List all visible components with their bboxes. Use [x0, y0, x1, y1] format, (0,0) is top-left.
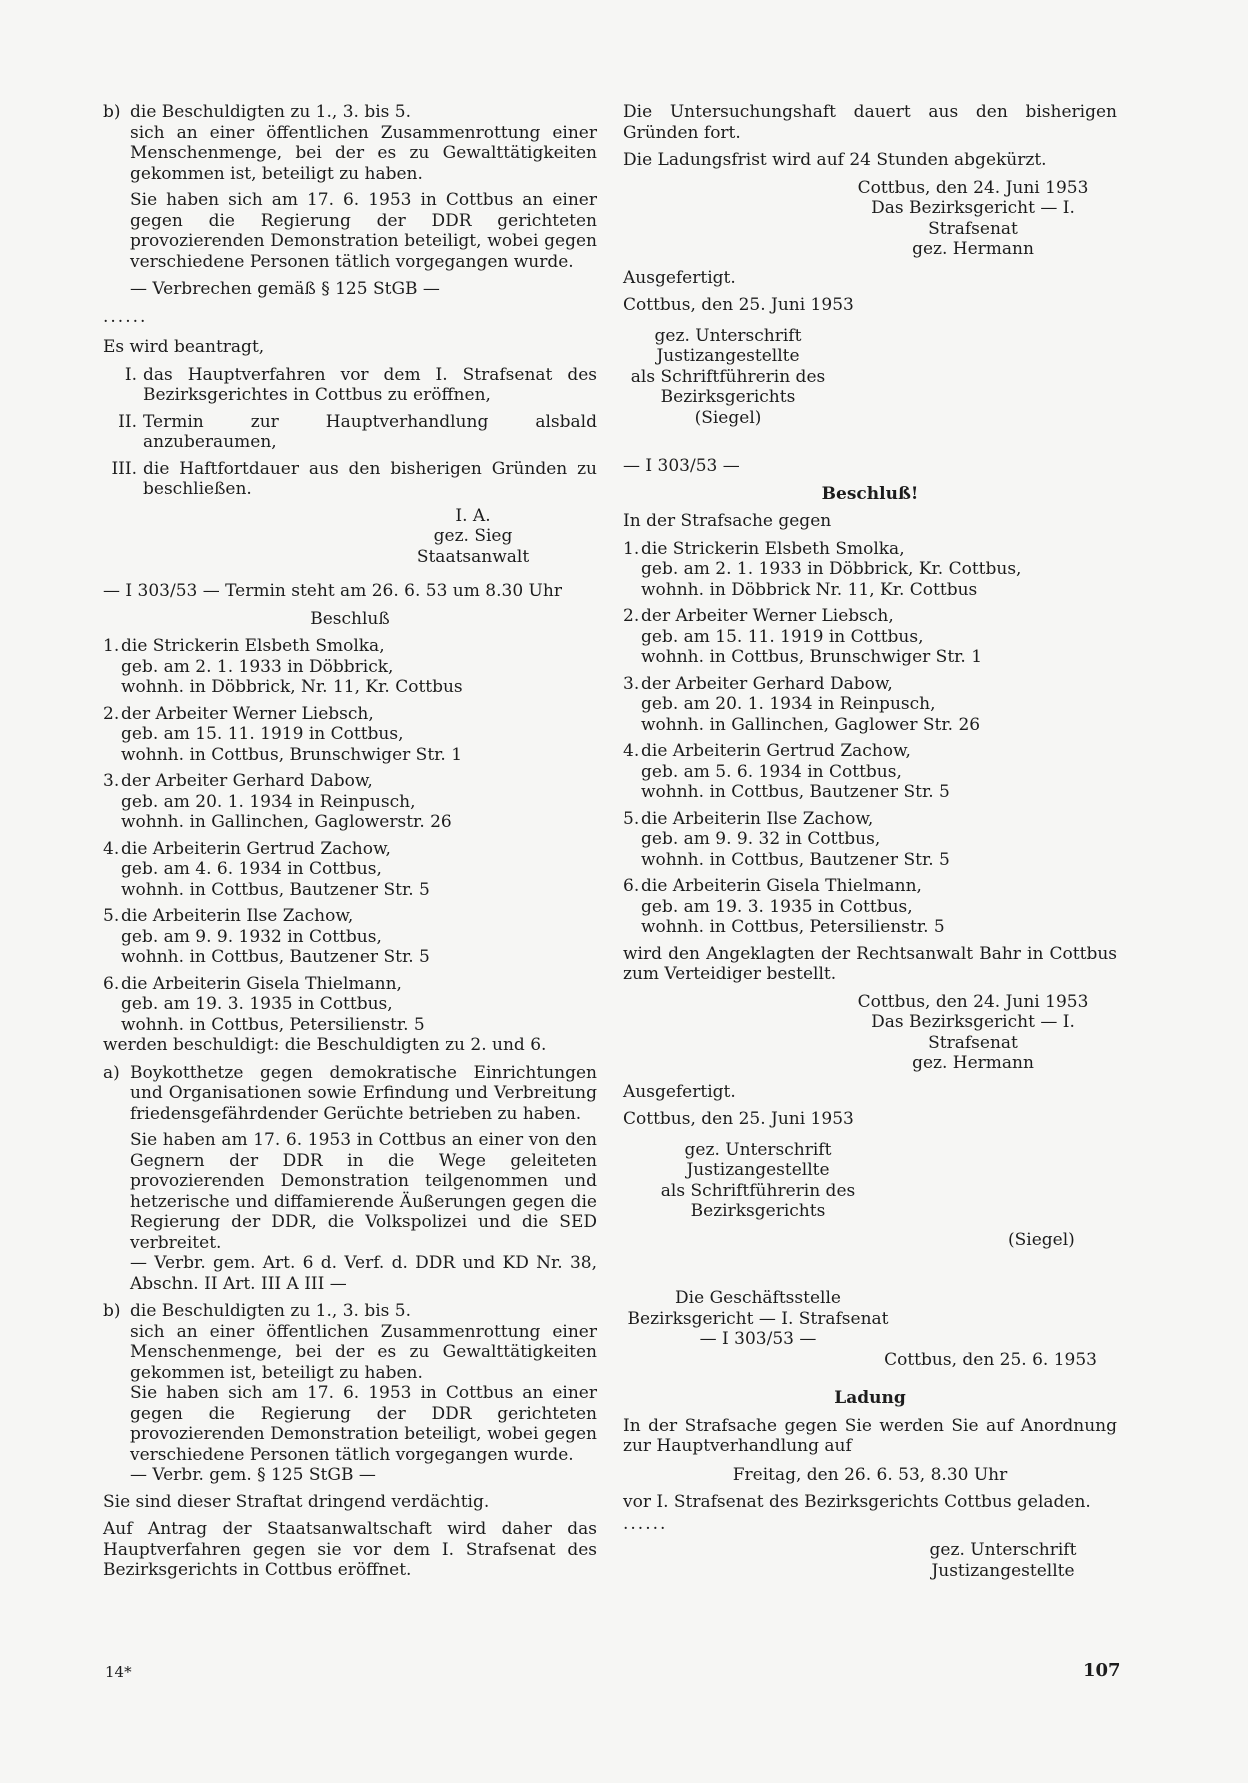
clerk-line: Justizangestellte — [686, 1160, 830, 1180]
decision-title: Beschluß — [310, 608, 390, 629]
defender-appointment: wird den Angeklagten der Rechtsanwalt Bahr in Cottbus zum Verteidiger bestellt. — [623, 943, 1117, 984]
issued-label: Ausgefertigt. — [623, 1081, 736, 1102]
charge-label: b) — [103, 102, 121, 122]
suspicion-statement: Sie sind dieser Straftat dringend verdächtig. — [103, 1491, 490, 1512]
request-number: II. — [118, 411, 137, 432]
accused-number: 6. — [623, 876, 640, 896]
accused-entry — [103, 906, 597, 968]
ellipsis: ...... — [103, 306, 148, 327]
clerk-line: Bezirksgerichts — [660, 387, 796, 407]
charge-label: b) — [103, 1301, 121, 1321]
charge-line: die Beschuldigten zu 1., 3. bis 5. — [130, 1301, 411, 1321]
request-item — [103, 365, 597, 406]
accused-entry — [103, 704, 597, 766]
summons-text: In der Strafsache gegen Sie werden Sie auf Anordnung zur Hauptverhandlung auf — [623, 1415, 1117, 1456]
charge-paragraph: Sie haben am 17. 6. 1953 in Cottbus an einer von den Gegnern der DDR in die Wege geleiteten provozierenden Demonstration teilgenommen und hetzerische und diffamierende Äußerungen gegen die Regierung der DDR, die Volkspolizei und die SED verbreitet. — [130, 1130, 597, 1253]
request-number: III. — [111, 458, 137, 479]
summons-court: vor I. Strafsenat des Bezirksgerichts Cottbus geladen. — [623, 1492, 1091, 1512]
summons-title: Ladung — [834, 1388, 906, 1408]
accused-birth: geb. am 20. 1. 1934 in Reinpusch, — [641, 694, 936, 714]
prosecutor-signature — [383, 506, 563, 568]
charge-text: Boykotthetze gegen demokratische Einrichtungen und Organisationen sowie Erfindung und Verbreitung friedensgefährdender Gerüchte betrieben zu haben. — [130, 1062, 597, 1124]
charge-line: sich an einer öffentlichen Zusammenrottung einer Menschenmenge, bei der es zu Gewalttätigkeiten gekommen ist, beteiligt zu haben. — [130, 1321, 597, 1383]
accused-address: wohnh. in Döbbrick, Nr. 11, Kr. Cottbus — [121, 677, 463, 697]
clerk-line: gez. Unterschrift — [684, 1139, 832, 1160]
summons-date: Freitag, den 26. 6. 53, 8.30 Uhr — [732, 1464, 1008, 1485]
request-item — [103, 459, 597, 500]
signature-line: gez. Sieg — [433, 526, 513, 546]
accused-birth: geb. am 19. 3. 1935 in Cottbus, — [121, 994, 393, 1014]
accused-address: wohnh. in Cottbus, Petersilienstr. 5 — [121, 1014, 425, 1035]
accused-address: wohnh. in Cottbus, Brunschwiger Str. 1 — [121, 744, 463, 765]
office-line: Bezirksgericht — I. Strafsenat — [627, 1308, 889, 1329]
accused-name: die Arbeiterin Ilse Zachow, — [641, 808, 874, 829]
request-text: Termin zur Hauptverhandlung alsbald anzuberaumen, — [143, 411, 597, 452]
opening-statement: Auf Antrag der Staatsanwaltschaft wird daher das Hauptverfahren gegen sie vor dem I. Strafsenat des Bezirksgerichts in Cottbus eröffnet. — [103, 1519, 597, 1580]
accused-entry — [103, 771, 597, 833]
summons-period: Die Ladungsfrist wird auf 24 Stunden abgekürzt. — [623, 150, 1047, 170]
law-reference: — Verbrechen gemäß § 125 StGB — — [130, 279, 440, 299]
issued-date: Cottbus, den 25. Juni 1953 — [623, 1109, 854, 1129]
accused-name: die Arbeiterin Ilse Zachow, — [121, 906, 354, 926]
accused-birth: geb. am 9. 9. 1932 in Cottbus, — [121, 926, 382, 947]
issued-label: Ausgefertigt. — [623, 267, 736, 288]
accused-entry — [103, 974, 597, 1036]
accused-entry — [103, 839, 597, 901]
accused-number: 4. — [103, 838, 120, 859]
case-reference: — I 303/53 — — [623, 456, 740, 476]
court-office — [623, 1288, 893, 1350]
accused-number: 5. — [623, 808, 640, 829]
accused-name: die Strickerin Elsbeth Smolka, — [121, 636, 385, 656]
court-signature — [843, 992, 1103, 1074]
accused-number: 4. — [623, 741, 640, 761]
accused-name: die Arbeiterin Gisela Thielmann, — [641, 876, 922, 896]
clerk-line: Bezirksgerichts — [690, 1201, 826, 1221]
clerk-line: als Schriftführerin des — [630, 366, 826, 387]
court-date: Cottbus, den 24. Juni 1953 — [857, 177, 1089, 198]
accused-address: wohnh. in Cottbus, Petersilienstr. 5 — [641, 917, 945, 937]
law-reference: — Verbr. gem. Art. 6 d. Verf. d. DDR und KD Nr. 38, Abschn. II Art. III A III — — [130, 1253, 597, 1294]
charge-b-first — [103, 102, 597, 184]
accused-number: 3. — [103, 771, 120, 791]
request-number: I. — [124, 364, 137, 385]
page-number: 107 — [1083, 1660, 1121, 1681]
charge-a — [103, 1063, 597, 1125]
accused-entry — [623, 741, 1117, 803]
request-item — [103, 412, 597, 453]
signature-line: gez. Unterschrift — [929, 1540, 1077, 1560]
accused-birth: geb. am 5. 6. 1934 in Cottbus, — [641, 761, 902, 782]
accusation-intro: werden beschuldigt: die Beschuldigten zu 2. und 6. — [103, 1035, 547, 1055]
accused-birth: geb. am 19. 3. 1935 in Cottbus, — [641, 896, 913, 917]
custody-statement: Die Untersuchungshaft dauert aus den bisherigen Gründen fort. — [623, 102, 1117, 143]
accused-number: 5. — [103, 906, 120, 926]
decision-intro: In der Strafsache gegen — [623, 511, 832, 531]
accused-address: wohnh. in Döbbrick Nr. 11, Kr. Cottbus — [641, 579, 978, 600]
request-intro: Es wird beantragt, — [103, 337, 265, 357]
charge-line: sich an einer öffentlichen Zusammenrottung einer Menschenmenge, bei der es zu Gewalttätigkeiten gekommen ist, beteiligt zu haben. — [130, 122, 597, 184]
accused-address: wohnh. in Cottbus, Bautzener Str. 5 — [641, 849, 950, 870]
accused-entry — [623, 674, 1117, 736]
judge-signature: gez. Hermann — [912, 1053, 1034, 1073]
accused-number: 1. — [623, 538, 640, 559]
charge-line: Sie haben sich am 17. 6. 1953 in Cottbus an einer gegen die Regierung der DDR gerichteten provozierenden Demonstration beteiligt, wobei gegen verschiedene Personen tätlich vorgegangen wurde. — [130, 1383, 597, 1465]
accused-birth: geb. am 9. 9. 32 in Cottbus, — [641, 829, 881, 849]
accused-name: die Strickerin Elsbeth Smolka, — [641, 538, 905, 559]
court-signature — [843, 178, 1103, 260]
clerk-signature — [653, 1140, 863, 1222]
seal-label: (Siegel) — [694, 407, 762, 428]
accused-address: wohnh. in Cottbus, Bautzener Str. 5 — [121, 879, 430, 900]
accused-birth: geb. am 2. 1. 1933 in Döbbrick, — [121, 656, 394, 677]
request-text: das Hauptverfahren vor dem I. Strafsenat des Bezirksgerichtes in Cottbus zu eröffnen, — [143, 364, 597, 405]
signature-line: Staatsanwalt — [416, 546, 530, 567]
office-date: Cottbus, den 25. 6. 1953 — [884, 1349, 1097, 1370]
signature-mark: 14* — [105, 1663, 132, 1681]
charge-line: die Beschuldigten zu 1., 3. bis 5. — [130, 102, 411, 122]
office-line: Die Geschäftsstelle — [675, 1288, 841, 1308]
court-name: Das Bezirksgericht — I. Strafsenat — [871, 1012, 1075, 1053]
accused-entry — [103, 636, 597, 698]
accused-address: wohnh. in Gallinchen, Gaglower Str. 26 — [641, 714, 981, 735]
court-name: Das Bezirksgericht — I. Strafsenat — [871, 198, 1075, 239]
clerk-line: Justizangestellte — [656, 346, 800, 366]
accused-name: der Arbeiter Gerhard Dabow, — [121, 771, 373, 791]
seal-label: (Siegel) — [1008, 1229, 1075, 1250]
accused-number: 2. — [623, 606, 640, 626]
issued-date: Cottbus, den 25. Juni 1953 — [623, 295, 854, 315]
hearing-date-line: — I 303/53 — Termin steht am 26. 6. 53 um 8.30 Uhr — [103, 581, 562, 601]
accused-birth: geb. am 20. 1. 1934 in Reinpusch, — [121, 791, 416, 812]
accused-number: 1. — [103, 636, 120, 656]
accused-name: die Arbeiterin Gertrud Zachow, — [641, 741, 911, 761]
law-reference: — Verbr. gem. § 125 StGB — — [130, 1465, 376, 1485]
accused-address: wohnh. in Cottbus, Bautzener Str. 5 — [121, 947, 430, 967]
court-date: Cottbus, den 24. Juni 1953 — [857, 991, 1089, 1012]
accused-entry — [623, 876, 1117, 938]
charge-b-second — [103, 1301, 597, 1486]
accused-entry — [623, 606, 1117, 668]
signature-line: I. A. — [455, 505, 491, 526]
accused-entry — [623, 539, 1117, 601]
ellipsis: ...... — [623, 1513, 668, 1534]
accused-address: wohnh. in Cottbus, Bautzener Str. 5 — [641, 782, 950, 802]
accused-entry — [623, 809, 1117, 871]
accused-name: der Arbeiter Gerhard Dabow, — [641, 673, 893, 694]
accused-birth: geb. am 2. 1. 1933 in Döbbrick, Kr. Cottbus, — [641, 559, 1022, 579]
decision-title: Beschluß! — [821, 483, 919, 504]
office-line: — I 303/53 — — [699, 1329, 817, 1349]
accused-birth: geb. am 15. 11. 1919 in Cottbus, — [121, 724, 404, 744]
accused-number: 6. — [103, 973, 120, 994]
clerk-signature — [623, 326, 833, 429]
accused-name: der Arbeiter Werner Liebsch, — [121, 703, 374, 724]
accused-address: wohnh. in Gallinchen, Gaglowerstr. 26 — [121, 812, 452, 832]
charge-paragraph: Sie haben sich am 17. 6. 1953 in Cottbus an einer gegen die Regierung der DDR gerichteten provozierenden Demonstration beteiligt, wobei gegen verschiedene Personen tätlich vorgegangen wurde. — [130, 190, 597, 272]
accused-name: die Arbeiterin Gisela Thielmann, — [121, 973, 402, 994]
accused-name: der Arbeiter Werner Liebsch, — [641, 606, 894, 626]
clerk-line: als Schriftführerin des — [660, 1180, 856, 1201]
accused-number: 3. — [623, 673, 640, 694]
right-column — [623, 102, 1117, 1589]
charge-label: a) — [103, 1062, 120, 1083]
signature-line: Justizangestellte — [931, 1560, 1075, 1581]
accused-address: wohnh. in Cottbus, Brunschwiger Str. 1 — [641, 647, 983, 667]
accused-birth: geb. am 15. 11. 1919 in Cottbus, — [641, 626, 924, 647]
accused-name: die Arbeiterin Gertrud Zachow, — [121, 838, 391, 859]
judge-signature: gez. Hermann — [912, 239, 1034, 259]
left-column — [103, 102, 597, 1588]
accused-birth: geb. am 4. 6. 1934 in Cottbus, — [121, 859, 382, 879]
request-text: die Haftfortdauer aus den bisherigen Gründen zu beschließen. — [143, 458, 597, 499]
clerk-line: gez. Unterschrift — [654, 325, 802, 346]
final-signature — [918, 1540, 1088, 1581]
accused-number: 2. — [103, 703, 120, 724]
